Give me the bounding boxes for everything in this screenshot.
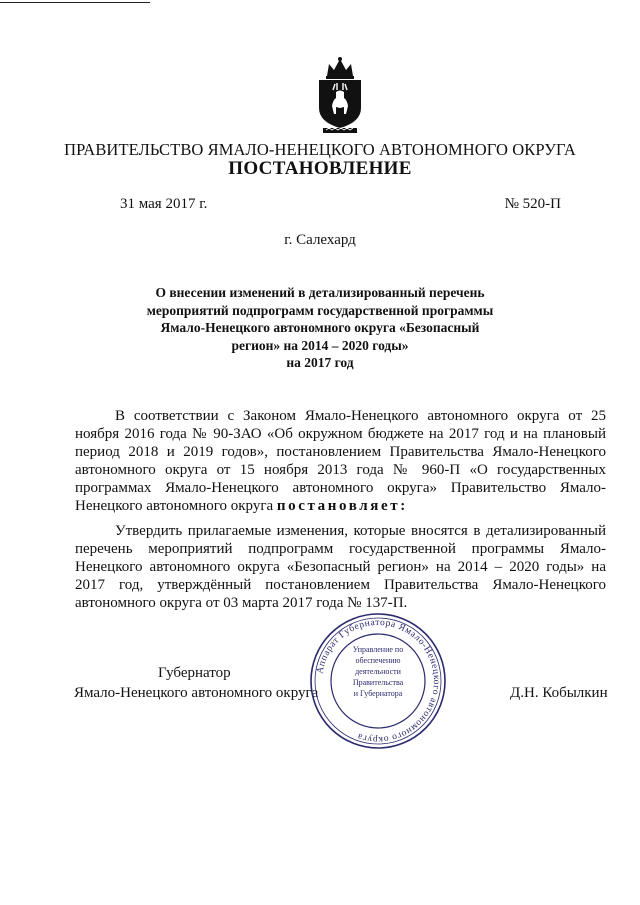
signatory-region: Ямало-Ненецкого автономного округа <box>74 685 319 701</box>
stamp-ring-text: Аппарат Губернатора Ямало-Ненецкого автономного округа <box>315 617 442 745</box>
preamble-paragraph <box>75 407 606 515</box>
stamp-line: деятельности <box>355 667 401 676</box>
signatory-name: Д.Н. Кобылкин <box>510 685 608 701</box>
stamp-line: и Губернатора <box>353 689 403 698</box>
preamble-text: В соответствии с Законом Ямало-Ненецкого автономного округа от 25 ноября 2016 года № 90-ЗАО «Об окружном бюджете на 2017 год и на плановый период 2018 и 2019 годов», постановлением Правительства Ямало-Ненецкого автономного округа от 15 ноября 2013 года № 960-П «О государственных программах Ямало-Ненецкого автономного округа» Правительство Ямало-Ненецкого автономного округа <box>75 408 606 514</box>
coat-of-arms-icon <box>313 56 367 136</box>
subject-line: Ямало-Ненецкого автономного округа «Безопасный <box>160 320 480 335</box>
stamp-center-text <box>335 644 421 699</box>
document-type: ПОСТАНОВЛЕНИЕ <box>228 158 412 179</box>
subject-line: мероприятий подпрограмм государственной программы <box>146 302 494 318</box>
scan-edge-line <box>0 2 150 3</box>
subject-line: на 2017 год <box>286 355 354 370</box>
document-date: 31 мая 2017 г. <box>120 196 208 212</box>
subject-line: регион» на 2014 – 2020 годы» <box>231 337 409 353</box>
document-subject <box>120 284 520 372</box>
stamp-line: обеспечению <box>355 656 401 665</box>
document-city: г. Салехард <box>284 232 356 248</box>
subject-line: О внесении изменений в детализированный перечень <box>155 285 485 300</box>
resolution-paragraph: Утвердить прилагаемые изменения, которые вносятся в детализированный перечень мероприятий подпрограмм государственной программы Ямало-Ненецкого автономного округа «Безопасный регион» на 2014 – 2020 годы» на 2017 год, утверждённый постановлением Правительства Ямало-Ненецкого автономного округа от 03 марта 2017 года № 137-П. <box>75 523 606 611</box>
signatory-position: Губернатор <box>158 665 231 681</box>
stamp-line: Правительства <box>352 678 404 687</box>
resolves-word: постановляет: <box>276 498 408 514</box>
stamp-line: Управление по <box>352 645 404 654</box>
document-number: № 520-П <box>504 196 561 212</box>
government-title: ПРАВИТЕЛЬСТВО ЯМАЛО-НЕНЕЦКОГО АВТОНОМНОГО ОКРУГА <box>64 140 576 159</box>
